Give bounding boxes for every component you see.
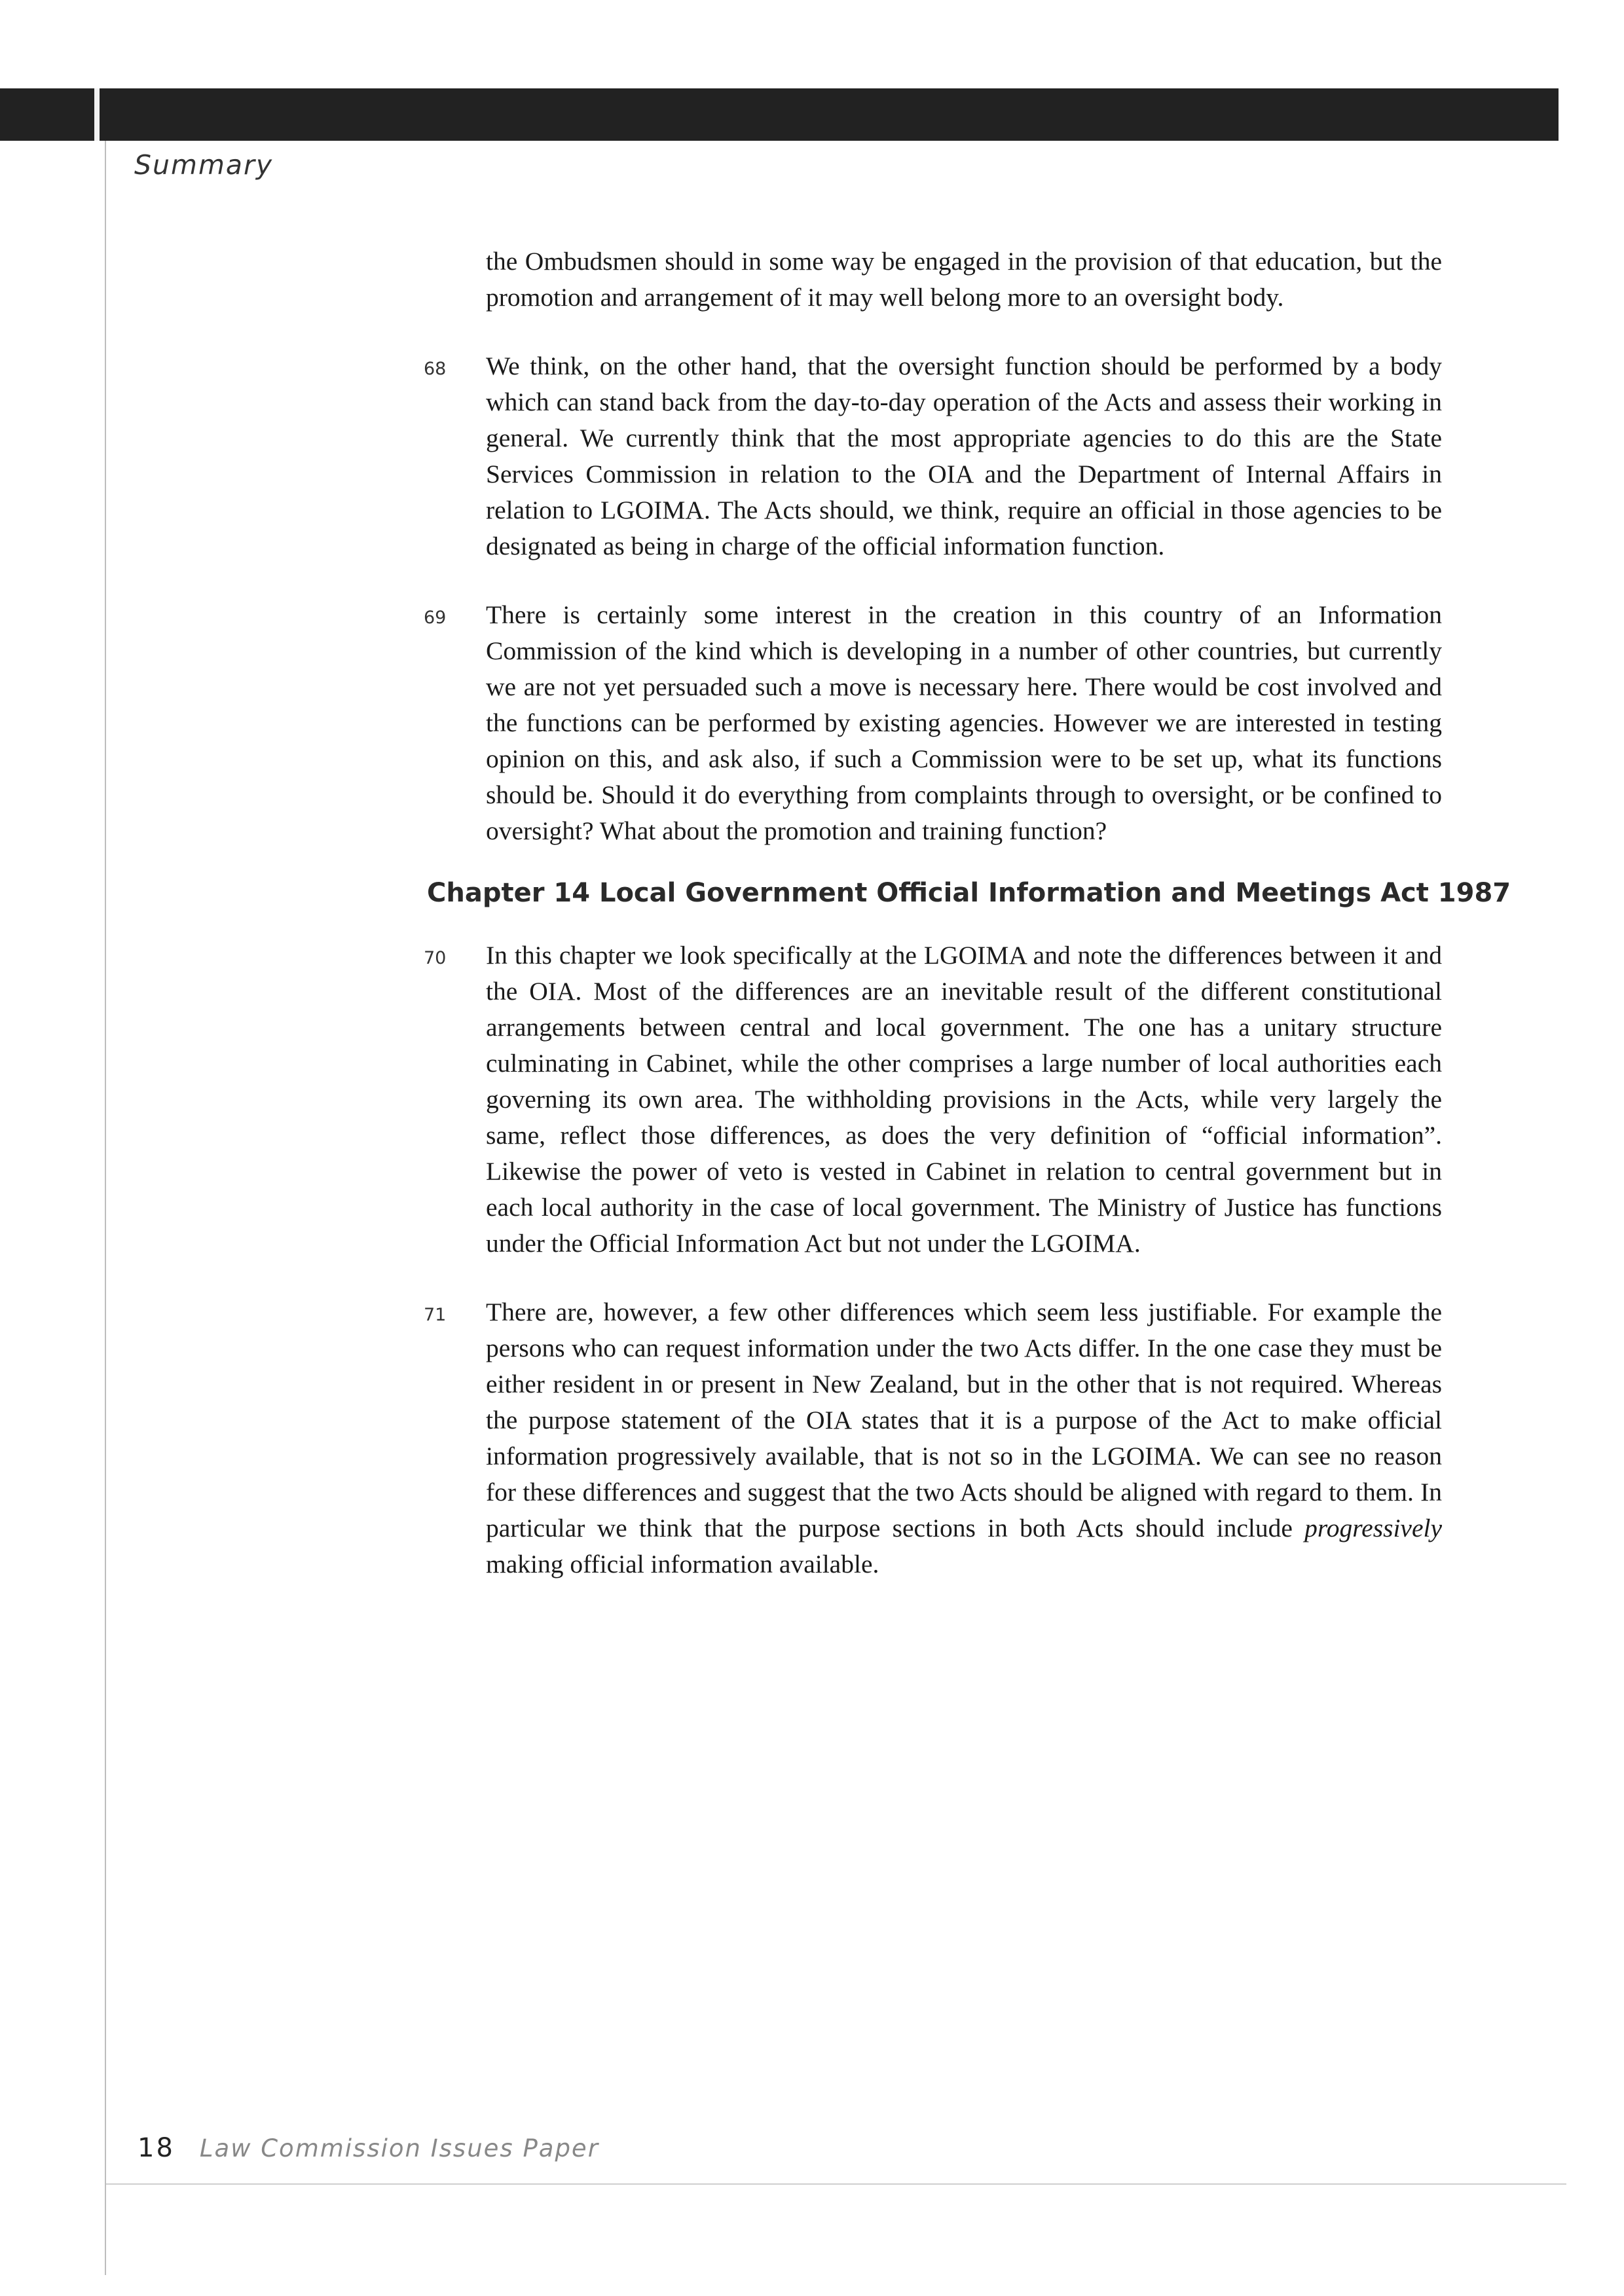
paragraph-70 xyxy=(424,938,1442,1262)
paragraph-number: 71 xyxy=(424,1305,447,1325)
header-bar xyxy=(0,88,1559,141)
page-footer xyxy=(138,2133,599,2163)
page-number: 18 xyxy=(138,2133,175,2163)
paragraph-text: the Ombudsmen should in some way be engaged in the provision of that education, but the promotion and arrangement of it may well belong more to an oversight body. xyxy=(486,247,1442,312)
paragraph-text: In this chapter we look specifically at the LGOIMA and note the differences between it and the OIA. Most of the differences are an inevitable result of the different constitutional arrangements between central and local government. The one has a unitary structure culminating in Cabinet, while the other comprises a large number of local authorities each governing its own area. The withholding provisions in the Acts, while very largely the same, reflect those differences, as does the very definition of “official information”. Likewise the power of veto is vested in Cabinet in relation to central government but in each local authority in the case of local government. The Ministry of Justice has functions under the Official Information Act but not under the LGOIMA. xyxy=(486,941,1442,1258)
paragraph-continuation xyxy=(486,244,1442,316)
spacer xyxy=(486,564,1442,597)
paragraph-text-start: There are, however, a few other differences which seem less justifiable. For example the persons who can request information under the two Acts differ. In the one case they must be either resident in or present in New Zealand, but in the other that is not required. Whereas the purpose statement of the OIA states that it is a purpose of the Act to make official information progressively available, that is not so in the LGOIMA. We can see no reason for these differences and suggest that the two Acts should be aligned with regard to them. In particular we think that the purpose sections in both Acts should include xyxy=(486,1298,1442,1542)
spacer xyxy=(486,849,1442,875)
paragraph-69 xyxy=(424,597,1442,849)
emphasis-progressively: progressively xyxy=(1304,1514,1442,1542)
paragraph-68 xyxy=(424,348,1442,564)
page-body xyxy=(424,244,1511,1582)
paragraph-number: 69 xyxy=(424,608,447,628)
margin-rule xyxy=(105,141,106,2275)
spacer xyxy=(486,316,1442,348)
spacer xyxy=(486,911,1442,938)
paragraph-text: We think, on the other hand, that the oversight function should be performed by a body which can stand back from the day-to-day operation of the Acts and assess their working in general. We currently think that the most appropriate agencies to do this are the State Services Commission in relation to the OIA and the Department of Internal Affairs in relation to LGOIMA. The Acts should, we think, require an official in those agencies to be designated as being in charge of the official information function. xyxy=(486,352,1442,560)
chapter-heading: Chapter 14 Local Government Official Information and Meetings Act 1987 xyxy=(427,878,1511,908)
paragraph-number: 68 xyxy=(424,359,447,379)
footer-rule xyxy=(106,2183,1566,2185)
header-bar-divider xyxy=(94,88,100,141)
paragraph-text: There is certainly some interest in the creation in this country of an Information Commission of the kind which is developing in a number of other countries, but currently we are not yet persuaded such a move is necessary here. There would be cost involved and the functions can be performed by existing agencies. However we are interested in testing opinion on this, and ask also, if such a Commission were to be set up, what its functions should be. Should it do everything from complaints through to oversight, or be confined to oversight? What about the promotion and training function? xyxy=(486,600,1442,845)
paragraph-71 xyxy=(424,1294,1442,1582)
running-head: Summary xyxy=(134,149,274,181)
paragraph-text-end: making official information available. xyxy=(486,1550,879,1578)
paragraph-number: 70 xyxy=(424,948,447,968)
publication-name: Law Commission Issues Paper xyxy=(199,2134,599,2162)
spacer xyxy=(486,1262,1442,1294)
